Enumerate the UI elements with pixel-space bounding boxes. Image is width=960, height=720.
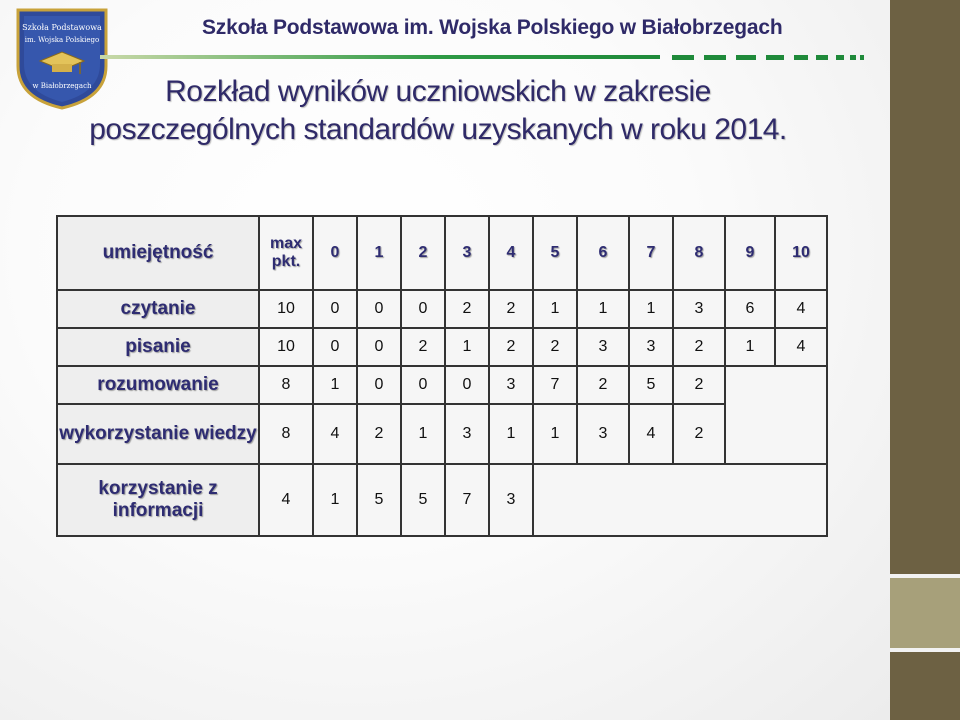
table-cell: 3 <box>577 328 629 366</box>
table-cell: 3 <box>577 404 629 464</box>
table-cell: 2 <box>673 366 725 404</box>
table-cell: 1 <box>401 404 445 464</box>
table-cell: 2 <box>533 328 577 366</box>
decorative-sidebar <box>890 0 960 720</box>
table-cell: 4 <box>629 404 673 464</box>
table-cell: 7 <box>533 366 577 404</box>
table-cell: 3 <box>489 366 533 404</box>
table-cell: 2 <box>673 328 725 366</box>
header-score-1: 1 <box>357 216 401 290</box>
logo-text-line3: w Białobrzegach <box>32 82 92 90</box>
table-cell: 1 <box>445 328 489 366</box>
row-skill: rozumowanie <box>57 366 259 404</box>
table-cell: 0 <box>357 366 401 404</box>
table-cell: 5 <box>629 366 673 404</box>
row-max: 8 <box>259 404 313 464</box>
table-cell: 2 <box>445 290 489 328</box>
school-name: Szkoła Podstawowa im. Wojska Polskiego w Białobrzegach <box>202 16 783 39</box>
table-cell: 0 <box>445 366 489 404</box>
header-score-7: 7 <box>629 216 673 290</box>
row-skill: czytanie <box>57 290 259 328</box>
header-score-3: 3 <box>445 216 489 290</box>
table-cell: 3 <box>445 404 489 464</box>
header-max: max pkt. <box>259 216 313 290</box>
table-cell: 1 <box>313 366 357 404</box>
logo-text-line1: Szkoła Podstawowa <box>22 23 102 32</box>
table-cell: 0 <box>401 290 445 328</box>
table-cell: 2 <box>489 328 533 366</box>
table-cell: 3 <box>629 328 673 366</box>
table-cell: 0 <box>401 366 445 404</box>
table-header-row <box>57 216 827 290</box>
slide-title <box>58 73 818 149</box>
table-cell: 0 <box>313 290 357 328</box>
row-skill: wykorzystanie wiedzy <box>57 404 259 464</box>
sidebar-block-dark-bottom <box>890 652 960 720</box>
header-score-2: 2 <box>401 216 445 290</box>
table-cell: 3 <box>673 290 725 328</box>
empty-cell <box>533 464 827 536</box>
table-cell: 2 <box>401 328 445 366</box>
table-cell: 1 <box>629 290 673 328</box>
table-row <box>57 464 827 536</box>
table-row <box>57 328 827 366</box>
table-cell: 2 <box>673 404 725 464</box>
sidebar-block-dark <box>890 0 960 574</box>
row-skill: korzystanie z informacji <box>57 464 259 536</box>
table-cell: 2 <box>489 290 533 328</box>
header-score-9: 9 <box>725 216 775 290</box>
table-cell: 3 <box>489 464 533 536</box>
row-max: 4 <box>259 464 313 536</box>
header-skill: umiejętność <box>57 216 259 290</box>
header-score-4: 4 <box>489 216 533 290</box>
table-cell: 1 <box>577 290 629 328</box>
table-cell: 0 <box>357 328 401 366</box>
table-cell: 1 <box>313 464 357 536</box>
table-cell: 7 <box>445 464 489 536</box>
table-cell: 5 <box>401 464 445 536</box>
table-cell: 1 <box>489 404 533 464</box>
title-line-2: poszczególnych standardów uzyskanych w roku 2014. <box>89 113 787 146</box>
row-max: 10 <box>259 290 313 328</box>
table-cell: 1 <box>725 328 775 366</box>
table-row <box>57 366 827 404</box>
table-cell: 1 <box>533 290 577 328</box>
title-line-1: Rozkład wyników uczniowskich w zakresie <box>165 75 711 108</box>
table-cell: 4 <box>775 290 827 328</box>
table-cell: 1 <box>533 404 577 464</box>
header-score-10: 10 <box>775 216 827 290</box>
row-max: 8 <box>259 366 313 404</box>
sidebar-block-light <box>890 578 960 648</box>
header-score-5: 5 <box>533 216 577 290</box>
header-score-6: 6 <box>577 216 629 290</box>
table-cell: 6 <box>725 290 775 328</box>
logo-text-line2: im. Wojska Polskiego <box>24 36 100 44</box>
table-cell: 0 <box>313 328 357 366</box>
table-row <box>57 404 827 464</box>
table-cell: 2 <box>577 366 629 404</box>
header-divider <box>100 54 866 64</box>
header-score-8: 8 <box>673 216 725 290</box>
table-cell: 4 <box>775 328 827 366</box>
table-row <box>57 290 827 328</box>
table-cell: 4 <box>313 404 357 464</box>
row-skill: pisanie <box>57 328 259 366</box>
header-score-0: 0 <box>313 216 357 290</box>
row-max: 10 <box>259 328 313 366</box>
table-cell: 2 <box>357 404 401 464</box>
empty-cell <box>725 366 827 464</box>
table-cell: 0 <box>357 290 401 328</box>
table-cell: 5 <box>357 464 401 536</box>
results-table <box>56 215 828 537</box>
